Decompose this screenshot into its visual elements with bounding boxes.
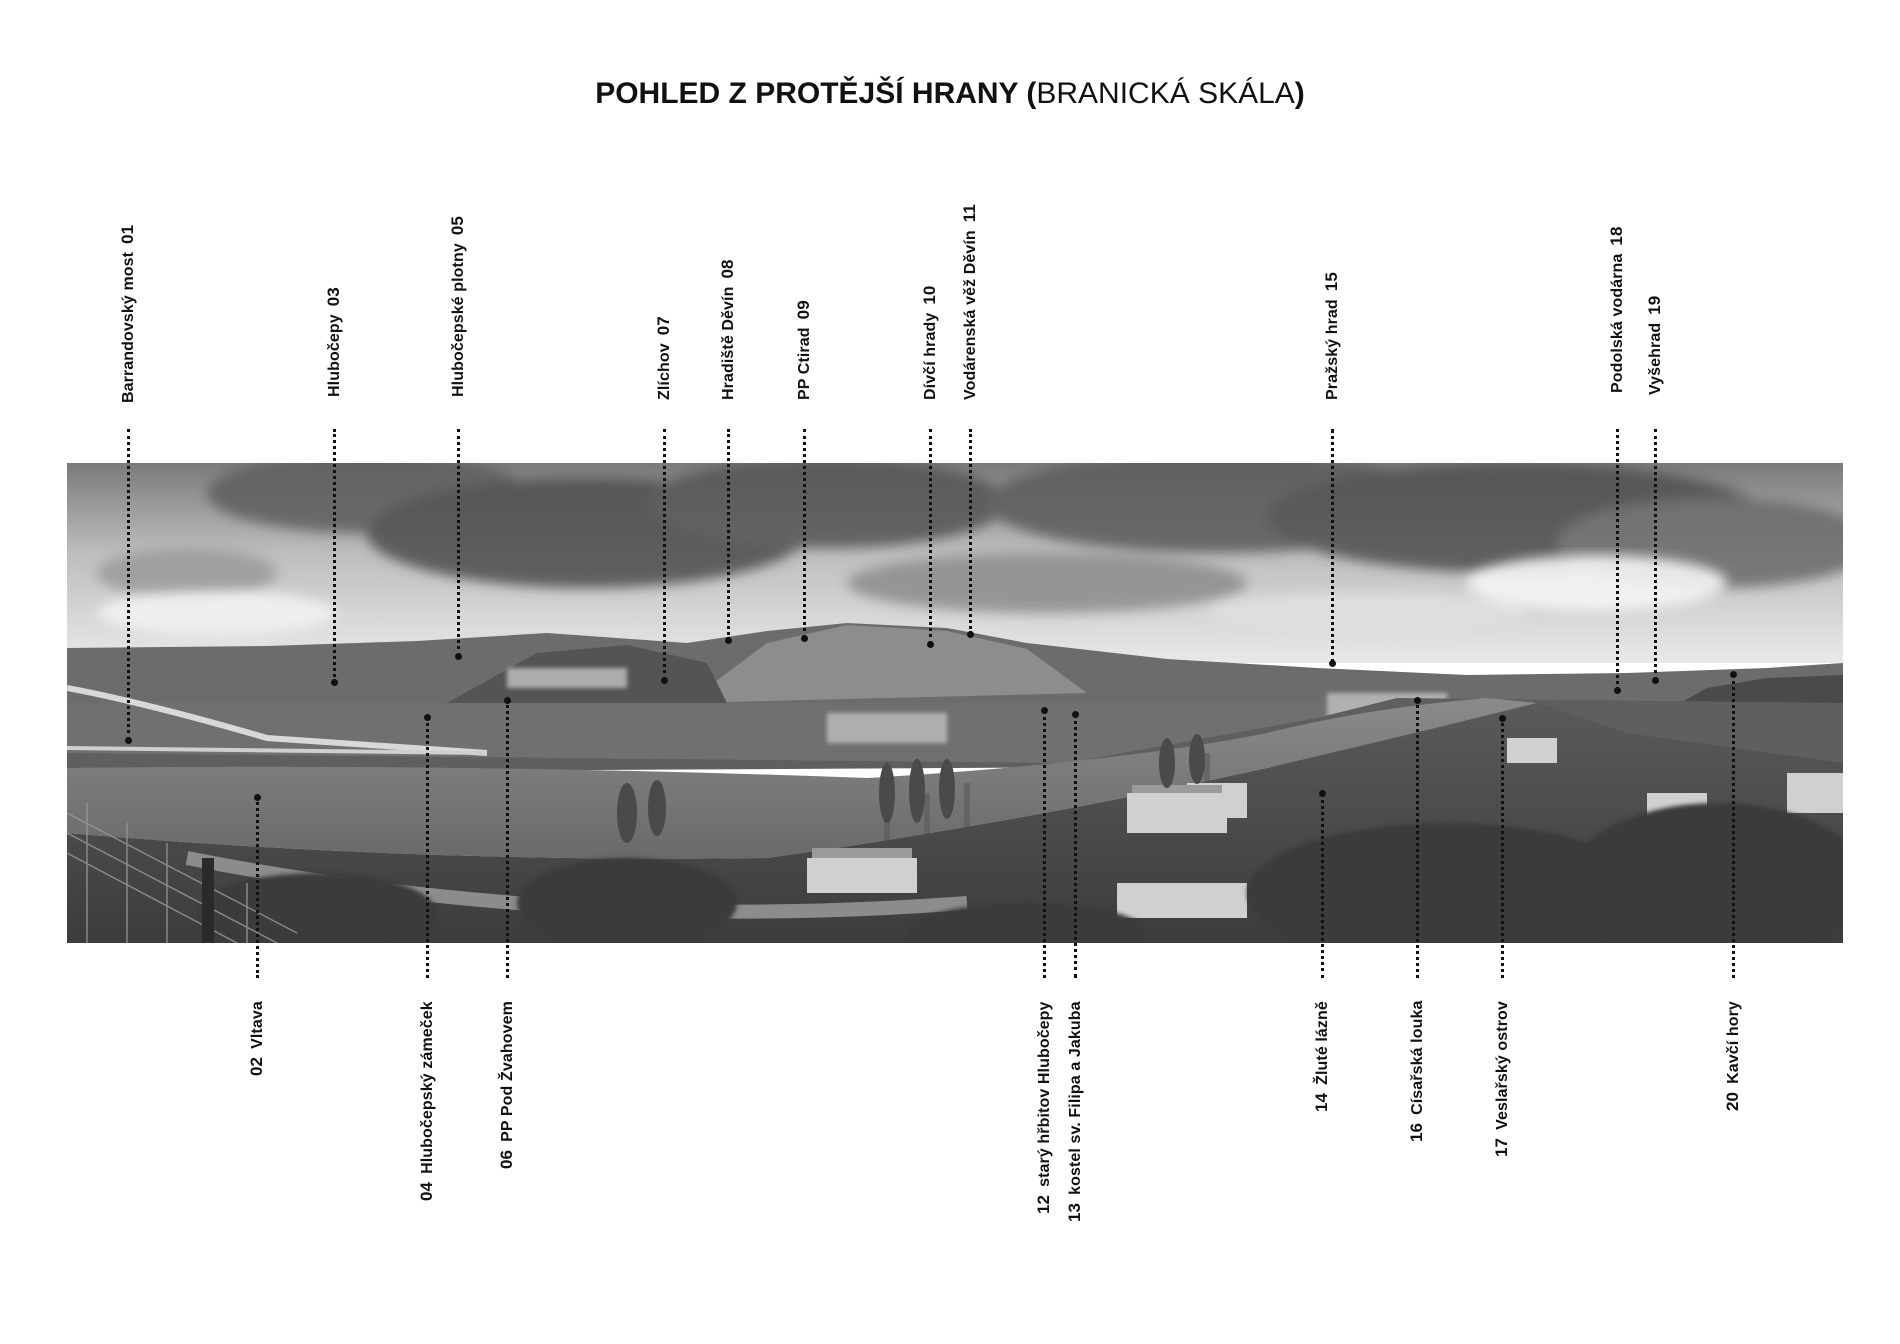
label-number: 12 [1034,1194,1053,1214]
label-text [960,204,981,400]
leader-line-06 [506,700,509,978]
label-text [1322,272,1343,400]
label-number: 06 [497,1149,516,1169]
label-name: Barrandovský most [120,251,137,403]
marker-dot-08 [725,637,732,644]
leader-line-20 [1732,674,1735,978]
label-number: 03 [324,287,343,307]
label-text [324,287,345,397]
marker-dot-09 [801,635,808,642]
label-name: starý hřbitov Hlubočepy [1036,1001,1053,1187]
leader-line-16 [1416,700,1419,978]
label-text [118,225,139,403]
leader-line-07 [663,429,666,680]
label-text [1492,1001,1513,1157]
marker-dot-03 [331,679,338,686]
label-name: PP Ctirad [796,327,813,400]
label-number: 01 [118,224,137,244]
label-name: Pražský hrad [1324,299,1341,400]
marker-dot-15 [1329,660,1336,667]
leader-line-05 [457,429,460,656]
label-name: Žluté lázně [1314,1001,1331,1085]
label-name: Veslařský ostrov [1494,1001,1511,1130]
leader-line-11 [969,429,972,634]
marker-dot-18 [1614,687,1621,694]
label-name: Hlubočepské plotny [450,243,467,397]
leader-line-17 [1501,718,1504,978]
marker-dot-19 [1652,677,1659,684]
label-text [448,216,469,397]
label-text [1645,296,1666,395]
label-number: 10 [920,285,939,305]
label-name: Hlubočepský zámeček [419,1001,436,1174]
leader-line-04 [426,717,429,978]
leader-line-12 [1043,710,1046,978]
marker-dot-12 [1041,707,1048,714]
label-text [654,316,675,400]
label-text [1723,1001,1744,1111]
marker-dot-11 [967,631,974,638]
label-number: 04 [417,1181,436,1201]
label-number: 17 [1492,1137,1511,1157]
marker-dot-16 [1414,697,1421,704]
label-number: 08 [718,259,737,279]
marker-dot-01 [125,737,132,744]
leader-line-03 [333,429,336,682]
label-text [417,1001,438,1201]
label-number: 19 [1645,295,1664,315]
marker-dot-05 [455,653,462,660]
label-text [794,300,815,400]
marker-dot-04 [424,714,431,721]
leader-line-01 [127,429,130,740]
marker-dot-17 [1499,715,1506,722]
label-number: 14 [1312,1092,1331,1112]
label-text [1407,1001,1428,1142]
leader-line-14 [1321,793,1324,978]
marker-dot-10 [927,641,934,648]
label-number: 09 [794,300,813,320]
marker-dot-07 [661,677,668,684]
leader-line-10 [929,429,932,644]
label-name: Podolská vodárna [1609,253,1626,393]
label-text [497,1001,518,1169]
label-number: 15 [1322,272,1341,292]
marker-dot-20 [1730,671,1737,678]
label-number: 13 [1065,1202,1084,1222]
label-number: 07 [654,316,673,336]
label-name: Dívčí hrady [922,312,939,400]
title-normal: BRANICKÁ SKÁLA [1036,77,1295,110]
leader-line-18 [1616,429,1619,690]
marker-dot-02 [254,794,261,801]
label-name: Hradiště Děvín [720,286,737,400]
leader-line-02 [256,797,259,978]
marker-dot-14 [1319,790,1326,797]
label-name: Císařská louka [1409,1001,1426,1116]
label-number: 18 [1607,226,1626,246]
leader-line-13 [1074,714,1077,978]
label-text [1312,1001,1333,1112]
label-text [1034,1001,1055,1214]
label-text [247,1001,268,1076]
label-text [920,286,941,400]
leader-line-08 [727,429,730,640]
label-number: 02 [247,1056,266,1076]
label-text [1065,1001,1086,1222]
label-name: Vodárenská věž Děvín [962,230,979,400]
label-name: Zlíchov [656,343,673,400]
label-text [718,259,739,400]
marker-dot-13 [1072,711,1079,718]
leader-line-09 [803,429,806,638]
label-name: Vltava [249,1001,266,1049]
label-name: Vyšehrad [1647,322,1664,395]
title-bold: POHLED Z PROTĚJŠÍ HRANY ( [595,77,1037,110]
label-text [1607,226,1628,393]
label-name: PP Pod Žvahovem [499,1001,516,1142]
label-name: Hlubočepy [326,314,343,397]
leader-line-15 [1331,429,1334,663]
label-number: 20 [1723,1091,1742,1111]
label-number: 05 [448,216,467,236]
title-close: ) [1294,77,1305,110]
label-name: kostel sv. Filipa a Jakuba [1067,1001,1084,1195]
label-name: Kavčí hory [1725,1001,1742,1084]
marker-dot-06 [504,697,511,704]
label-number: 11 [960,204,979,223]
page-title [0,74,1900,114]
leader-line-19 [1654,429,1657,680]
label-number: 16 [1407,1123,1426,1143]
